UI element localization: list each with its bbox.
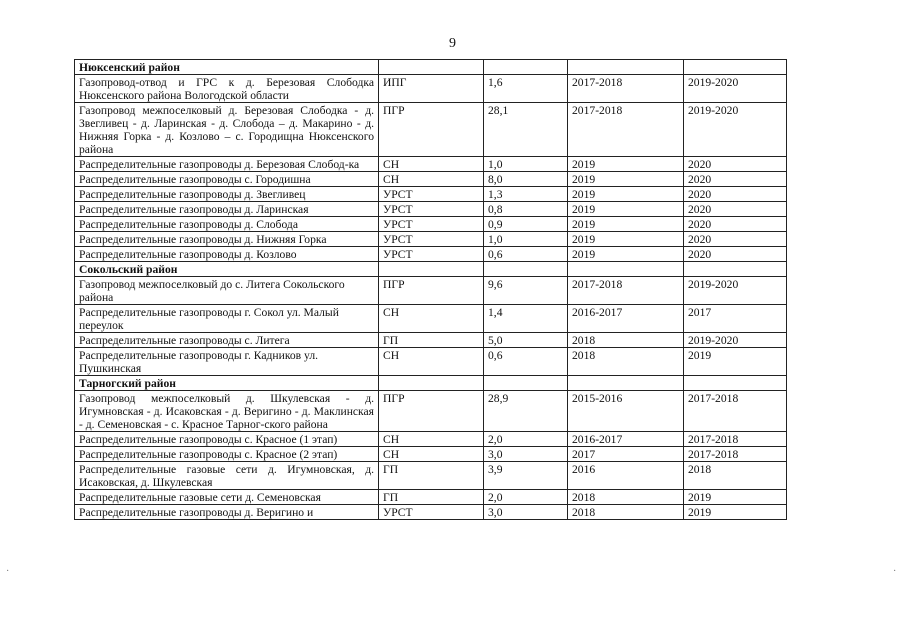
empty-cell <box>568 262 684 277</box>
object-name-cell: Газопровод межпоселковый д. Березовая Слободка - д. Звегливец - д. Ларинская - д. Слобода – д. Макарино - д. Нижняя Горка - д. Козлово – с. Городищна Нюксенского района <box>75 103 379 157</box>
construction-period-cell: 2020 <box>684 247 787 262</box>
pipeline-type-cell: ГП <box>379 333 484 348</box>
table-row <box>75 217 787 232</box>
pipeline-type-cell: ИПГ <box>379 75 484 103</box>
table-row <box>75 333 787 348</box>
length-cell: 3,0 <box>484 505 568 520</box>
empty-cell <box>684 376 787 391</box>
length-cell: 8,0 <box>484 172 568 187</box>
construction-period-cell: 2018 <box>684 462 787 490</box>
table-row <box>75 447 787 462</box>
design-period-cell: 2019 <box>568 157 684 172</box>
construction-period-cell: 2017 <box>684 305 787 333</box>
construction-period-cell: 2017-2018 <box>684 432 787 447</box>
object-name-cell: Распределительные газовые сети д. Семеновская <box>75 490 379 505</box>
design-period-cell: 2019 <box>568 187 684 202</box>
object-name-cell: Газопровод-отвод и ГРС к д. Березовая Слободка Нюксенского района Вологодской области <box>75 75 379 103</box>
empty-cell <box>484 60 568 75</box>
design-period-cell: 2019 <box>568 202 684 217</box>
length-cell: 1,4 <box>484 305 568 333</box>
table-row <box>75 157 787 172</box>
table-row <box>75 172 787 187</box>
pipeline-type-cell: ГП <box>379 490 484 505</box>
table-row <box>75 103 787 157</box>
length-cell: 2,0 <box>484 490 568 505</box>
empty-cell <box>484 376 568 391</box>
gas-pipeline-table <box>74 59 787 520</box>
construction-period-cell: 2020 <box>684 232 787 247</box>
pipeline-type-cell: ПГР <box>379 277 484 305</box>
design-period-cell: 2018 <box>568 333 684 348</box>
table-row <box>75 202 787 217</box>
design-period-cell: 2019 <box>568 172 684 187</box>
object-name-cell: Газопровод межпоселковый до с. Литега Сокольского района <box>75 277 379 305</box>
design-period-cell: 2018 <box>568 490 684 505</box>
design-period-cell: 2016-2017 <box>568 305 684 333</box>
design-period-cell: 2019 <box>568 217 684 232</box>
length-cell: 0,6 <box>484 348 568 376</box>
object-name-cell: Распределительные газопроводы д. Ларинская <box>75 202 379 217</box>
object-name-cell: Распределительные газопроводы д. Козлово <box>75 247 379 262</box>
page-number: 9 <box>449 36 456 51</box>
empty-cell <box>684 60 787 75</box>
design-period-cell: 2017-2018 <box>568 103 684 157</box>
length-cell: 3,9 <box>484 462 568 490</box>
table-row <box>75 187 787 202</box>
construction-period-cell: 2020 <box>684 187 787 202</box>
design-period-cell: 2017-2018 <box>568 75 684 103</box>
design-period-cell: 2018 <box>568 348 684 376</box>
empty-cell <box>568 60 684 75</box>
object-name-cell: Распределительные газопроводы с. Красное (2 этап) <box>75 447 379 462</box>
object-name-cell: Распределительные газопроводы д. Слобода <box>75 217 379 232</box>
construction-period-cell: 2020 <box>684 217 787 232</box>
pipeline-type-cell: СН <box>379 305 484 333</box>
district-header-row <box>75 262 787 277</box>
empty-cell <box>379 262 484 277</box>
pipeline-type-cell: СН <box>379 432 484 447</box>
construction-period-cell: 2019 <box>684 490 787 505</box>
district-header-row <box>75 60 787 75</box>
construction-period-cell: 2019-2020 <box>684 103 787 157</box>
pipeline-type-cell: СН <box>379 172 484 187</box>
object-name-cell: Распределительные газопроводы д. Веригино и <box>75 505 379 520</box>
construction-period-cell: 2017-2018 <box>684 447 787 462</box>
design-period-cell: 2019 <box>568 232 684 247</box>
length-cell: 0,8 <box>484 202 568 217</box>
construction-period-cell: 2019-2020 <box>684 75 787 103</box>
table-row <box>75 462 787 490</box>
object-name-cell: Распределительные газопроводы с. Литега <box>75 333 379 348</box>
construction-period-cell: 2019 <box>684 348 787 376</box>
length-cell: 9,6 <box>484 277 568 305</box>
design-period-cell: 2019 <box>568 247 684 262</box>
length-cell: 28,9 <box>484 391 568 432</box>
empty-cell <box>379 60 484 75</box>
length-cell: 3,0 <box>484 447 568 462</box>
construction-period-cell: 2020 <box>684 202 787 217</box>
pipeline-type-cell: УРСТ <box>379 187 484 202</box>
length-cell: 1,6 <box>484 75 568 103</box>
length-cell: 0,6 <box>484 247 568 262</box>
pipeline-type-cell: УРСТ <box>379 232 484 247</box>
design-period-cell: 2017-2018 <box>568 277 684 305</box>
table-row <box>75 505 787 520</box>
table-row <box>75 348 787 376</box>
design-period-cell: 2018 <box>568 505 684 520</box>
object-name-cell: Распределительные газопроводы д. Березовая Слобод-ка <box>75 157 379 172</box>
length-cell: 0,9 <box>484 217 568 232</box>
length-cell: 28,1 <box>484 103 568 157</box>
length-cell: 1,3 <box>484 187 568 202</box>
pipeline-type-cell: СН <box>379 447 484 462</box>
design-period-cell: 2016 <box>568 462 684 490</box>
object-name-cell: Распределительные газопроводы с. Красное (1 этап) <box>75 432 379 447</box>
design-period-cell: 2016-2017 <box>568 432 684 447</box>
object-name-cell: Распределительные газопроводы д. Звегливец <box>75 187 379 202</box>
scan-mark-left: · <box>6 566 10 577</box>
district-title: Тарногский район <box>75 376 379 391</box>
pipeline-type-cell: УРСТ <box>379 217 484 232</box>
table-row <box>75 305 787 333</box>
pipeline-type-cell: СН <box>379 348 484 376</box>
design-period-cell: 2015-2016 <box>568 391 684 432</box>
construction-period-cell: 2019-2020 <box>684 333 787 348</box>
district-title: Нюксенский район <box>75 60 379 75</box>
pipeline-type-cell: УРСТ <box>379 202 484 217</box>
table-row <box>75 490 787 505</box>
empty-cell <box>379 376 484 391</box>
empty-cell <box>568 376 684 391</box>
table-row <box>75 232 787 247</box>
district-header-row <box>75 376 787 391</box>
length-cell: 5,0 <box>484 333 568 348</box>
object-name-cell: Распределительные газовые сети д. Игумновская, д. Исаковская, д. Шкулевская <box>75 462 379 490</box>
length-cell: 2,0 <box>484 432 568 447</box>
object-name-cell: Газопровод межпоселковый д. Шкулевская - д. Игумновская - д. Исаковская - д. Веригино - д. Маклинская - д. Семеновская - с. Красное Тарног-ского района <box>75 391 379 432</box>
object-name-cell: Распределительные газопроводы г. Кадников ул. Пушкинская <box>75 348 379 376</box>
construction-period-cell: 2017-2018 <box>684 391 787 432</box>
construction-period-cell: 2019 <box>684 505 787 520</box>
table-row <box>75 391 787 432</box>
construction-period-cell: 2020 <box>684 172 787 187</box>
empty-cell <box>484 262 568 277</box>
empty-cell <box>684 262 787 277</box>
design-period-cell: 2017 <box>568 447 684 462</box>
district-title: Сокольский район <box>75 262 379 277</box>
pipeline-type-cell: УРСТ <box>379 247 484 262</box>
pipeline-type-cell: ПГР <box>379 103 484 157</box>
construction-period-cell: 2019-2020 <box>684 277 787 305</box>
table-row <box>75 277 787 305</box>
object-name-cell: Распределительные газопроводы с. Городишна <box>75 172 379 187</box>
object-name-cell: Распределительные газопроводы г. Сокол ул. Малый переулок <box>75 305 379 333</box>
length-cell: 1,0 <box>484 157 568 172</box>
pipeline-type-cell: УРСТ <box>379 505 484 520</box>
table-row <box>75 432 787 447</box>
length-cell: 1,0 <box>484 232 568 247</box>
pipeline-type-cell: ГП <box>379 462 484 490</box>
table-row <box>75 75 787 103</box>
table-row <box>75 247 787 262</box>
object-name-cell: Распределительные газопроводы д. Нижняя Горка <box>75 232 379 247</box>
scan-mark-right: · <box>893 566 897 577</box>
pipeline-type-cell: ПГР <box>379 391 484 432</box>
construction-period-cell: 2020 <box>684 157 787 172</box>
pipeline-type-cell: СН <box>379 157 484 172</box>
